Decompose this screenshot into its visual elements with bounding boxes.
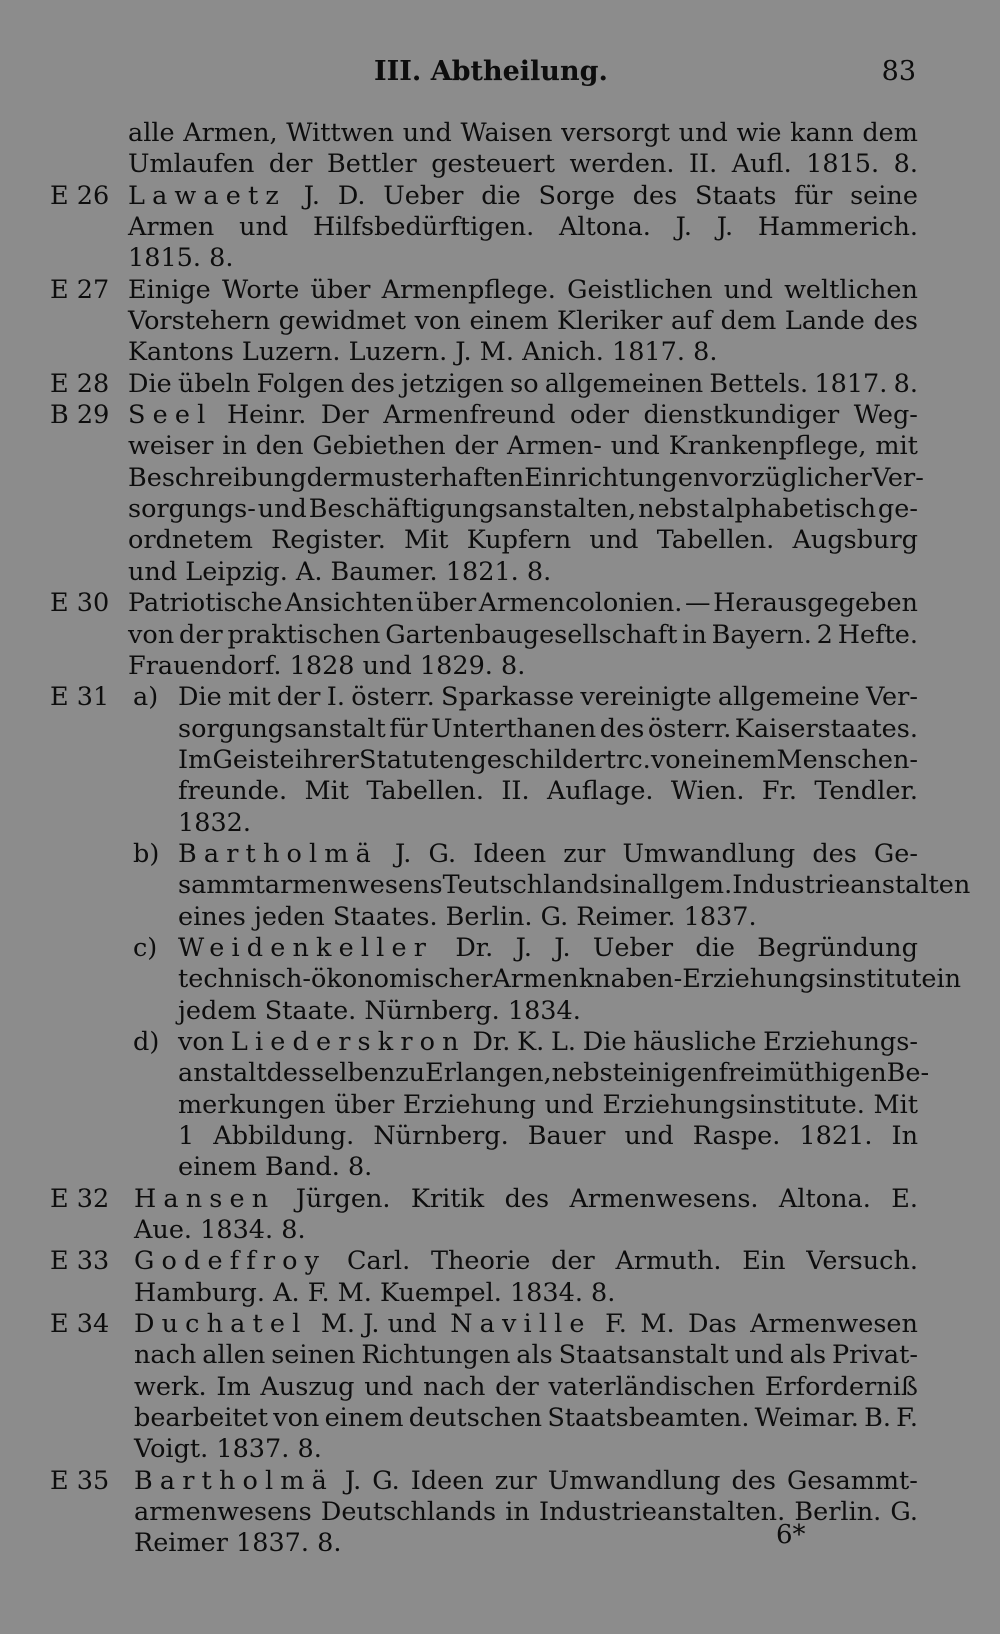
entry-text [128,243,233,274]
author-name: Bartholmä [178,838,378,869]
entry-text: Im Geiste ihrer Statuten geschildert rc. von einem Menschen- [178,744,918,775]
text-line [0,1027,1000,1058]
text-line [0,808,1000,839]
entry-text: nach allen seinen Richtungen als Staatsanstalt und als Privat- [134,1340,918,1371]
text-line [0,557,1000,588]
text-line [0,1466,1000,1497]
entry-number: E 30 [50,588,110,619]
text-line [0,714,1000,745]
entry-text: sorgungs- und Beschäftigungsanstalten, nebst alphabetisch ge- [128,494,918,525]
text-line [0,776,1000,807]
text-line [0,1278,1000,1309]
line-text: eines jeden Staates. Berlin. G. Reimer. 1837. [178,901,757,932]
entry-number: E 28 [50,368,110,399]
entry-number: B 29 [50,400,110,431]
section-title: III. Abtheilung. [374,56,608,87]
author-name: Liederskron [230,1026,466,1057]
text-line [0,118,1000,149]
text-line [0,1497,1000,1528]
entry-text: ordnetem Register. Mit Kupfern und Tabellen. Augsburg [128,525,918,556]
entry-text [178,902,757,933]
running-header [0,56,1000,96]
text-line [0,1528,1000,1559]
entry-text: Lawaetz J. D. Ueber die Sorge des Staats für seine [128,180,918,211]
text-line [0,369,1000,400]
author-name: Bartholmä [134,1465,334,1496]
entry-text: technisch - ökonomischer Armenknaben - Erziehungsinstitute in [178,964,962,995]
entry-text: sorgungsanstalt für Unterthanen des österr. Kaiserstaates. [178,713,918,744]
text-line [0,745,1000,776]
entry-number: E 33 [50,1246,110,1277]
text-line [0,1309,1000,1340]
text-line [0,933,1000,964]
entry-text: Seel Heinr. Der Armenfreund oder dienstkundiger Weg- [128,400,918,431]
text-line [0,525,1000,556]
text-line [0,275,1000,306]
text-line [0,870,1000,901]
sub-entry-marker: c) [133,932,158,963]
text-line [0,1058,1000,1089]
entry-number: E 27 [50,274,110,305]
line-text: Reimer 1837. 8. [134,1528,342,1559]
author-name: Duchatel [134,1309,308,1340]
entry-text [178,996,581,1027]
entry-number: E 32 [50,1183,110,1214]
author-name: Weidenkeller [178,932,434,963]
entry-text [128,557,551,588]
line-text: 1832. [178,807,252,838]
line-text: Aue. 1834. 8. [134,1215,306,1246]
entry-text: Umlaufen der Bettler gesteuert werden. II. Aufl. 1815. 8. [128,149,918,180]
text-line [0,1372,1000,1403]
text-line [0,1090,1000,1121]
entry-text: bearbeitet von einem deutschen Staatsbeamten. Weimar. B. F. [134,1403,918,1434]
text-line [0,588,1000,619]
entry-text: anstalt desselben zu Erlangen, nebst einigen freimüthigen Be- [178,1058,930,1089]
text-line [0,494,1000,525]
text-line [0,1121,1000,1152]
entry-text: Die übeln Folgen des jetzigen so allgemeinen Bettels. 1817. 8. [128,368,918,399]
entry-text: Armen und Hilfsbedürftigen. Altona. J. J. Hammerich. [128,212,918,243]
text-line [0,306,1000,337]
page-number: 83 [881,56,916,87]
entry-text: Duchatel M. J. und Naville F. M. Das Armenwesen [134,1309,918,1340]
text-line [0,212,1000,243]
entry-text: Einige Worte über Armenpflege. Geistlichen und weltlichen [128,274,918,305]
text-line [0,964,1000,995]
sub-entry-marker: b) [133,838,160,869]
bibliography-list [0,118,1000,1560]
entry-text: von der praktischen Gartenbaugesellschaft in Bayern. 2 Hefte. [128,619,918,650]
entry-text: sammtarmenwesens Teutschlands in allgem. Industrie anstalten [178,870,971,901]
entry-text: Bartholmä J. G. Ideen zur Umwandlung des Gesammt- [134,1465,918,1496]
text-line [0,1403,1000,1434]
line-text: und Leipzig. A. Baumer. 1821. 8. [128,556,552,587]
entry-text [178,808,251,839]
text-line [0,149,1000,180]
text-line [0,620,1000,651]
author-name: Godeffroy [134,1246,327,1277]
name-particle: von [178,1026,225,1057]
author-name: Seel [128,400,213,431]
sub-entry-marker: a) [133,682,159,713]
author-name: Lawaetz [128,180,286,211]
entry-text [134,1278,615,1309]
text-line [0,651,1000,682]
entry-number: E 35 [50,1465,110,1496]
text-line [0,682,1000,713]
line-text: Kantons Luzern. Luzern. J. M. Anich. 1817. 8. [128,337,718,368]
entry-number: E 34 [50,1309,110,1340]
entry-text: Hansen Jürgen. Kritik des Armenwesens. Altona. E. [134,1183,918,1214]
text-line [0,1152,1000,1183]
line-text: jedem Staate. Nürnberg. 1834. [178,995,581,1026]
line-text: Hamburg. A. F. M. Kuempel. 1834. 8. [134,1277,616,1308]
author-name: Hansen [134,1183,276,1214]
author-name: Naville [450,1309,592,1340]
text-line [0,1340,1000,1371]
text-line [0,996,1000,1027]
entry-text: weiser in den Gebiethen der Armen- und Krankenpflege, mit [128,431,918,462]
text-line [0,431,1000,462]
entry-text: Weidenkeller Dr. J. J. Ueber die Begründung [178,932,918,963]
entry-text: alle Armen, Wittwen und Waisen versorgt und wie kann dem [128,118,918,148]
signature-mark: 6* [776,1520,806,1550]
entry-text: merkungen über Erziehung und Erziehungsinstitute. Mit [178,1089,918,1120]
text-line [0,1215,1000,1246]
line-text: einem Band. 8. [178,1152,373,1183]
entry-text: von Liederskron Dr. K. L. Die häusliche Erziehungs- [178,1026,918,1057]
entry-text [134,1215,306,1246]
sub-entry-marker: d) [133,1026,160,1057]
text-line [0,839,1000,870]
entry-text [178,1152,372,1183]
entry-text: Vorstehern gewidmet von einem Kleriker auf dem Lande des [128,306,918,337]
text-line [0,1184,1000,1215]
line-text: Frauendorf. 1828 und 1829. 8. [128,650,526,681]
entry-text: Patriotische Ansichten über Armencolonien. — Herausgegeben [128,588,918,619]
entry-text: 1 Abbildung. Nürnberg. Bauer und Raspe. 1821. In [178,1121,918,1151]
line-text: 1815. 8. [128,243,234,274]
entry-text [128,651,525,682]
text-line [0,400,1000,431]
line-text: Voigt. 1837. 8. [134,1434,322,1465]
entry-text [134,1434,322,1465]
text-line [0,463,1000,494]
text-line [0,181,1000,212]
text-line [0,1434,1000,1465]
entry-number: E 26 [50,180,110,211]
entry-text: Godeffroy Carl. Theorie der Armuth. Ein Versuch. [134,1246,918,1277]
author-initials: M. J. und [320,1309,437,1340]
entry-text [134,1528,341,1559]
entry-text: Beschreibung der musterhaften Einrichtungen vorzüglicher Ver- [128,462,924,493]
entry-text: freunde. Mit Tabellen. II. Auflage. Wien. Fr. Tendler. [178,776,918,807]
entry-text: werk. Im Auszug und nach der vaterländischen Erforderniß [134,1371,918,1402]
entry-number: E 31 [50,682,110,713]
entry-text: Die mit der I. österr. Sparkasse vereinigte allgemeine Ver- [178,682,918,713]
entry-text: Bartholmä J. G. Ideen zur Umwandlung des Ge- [178,838,918,869]
text-line [0,1246,1000,1277]
text-line [0,902,1000,933]
text-line [0,337,1000,368]
text-line [0,243,1000,274]
entry-text [128,337,717,368]
entry-text: armenwesens Deutschlands in Industrieanstalten. Berlin. G. [134,1497,918,1528]
